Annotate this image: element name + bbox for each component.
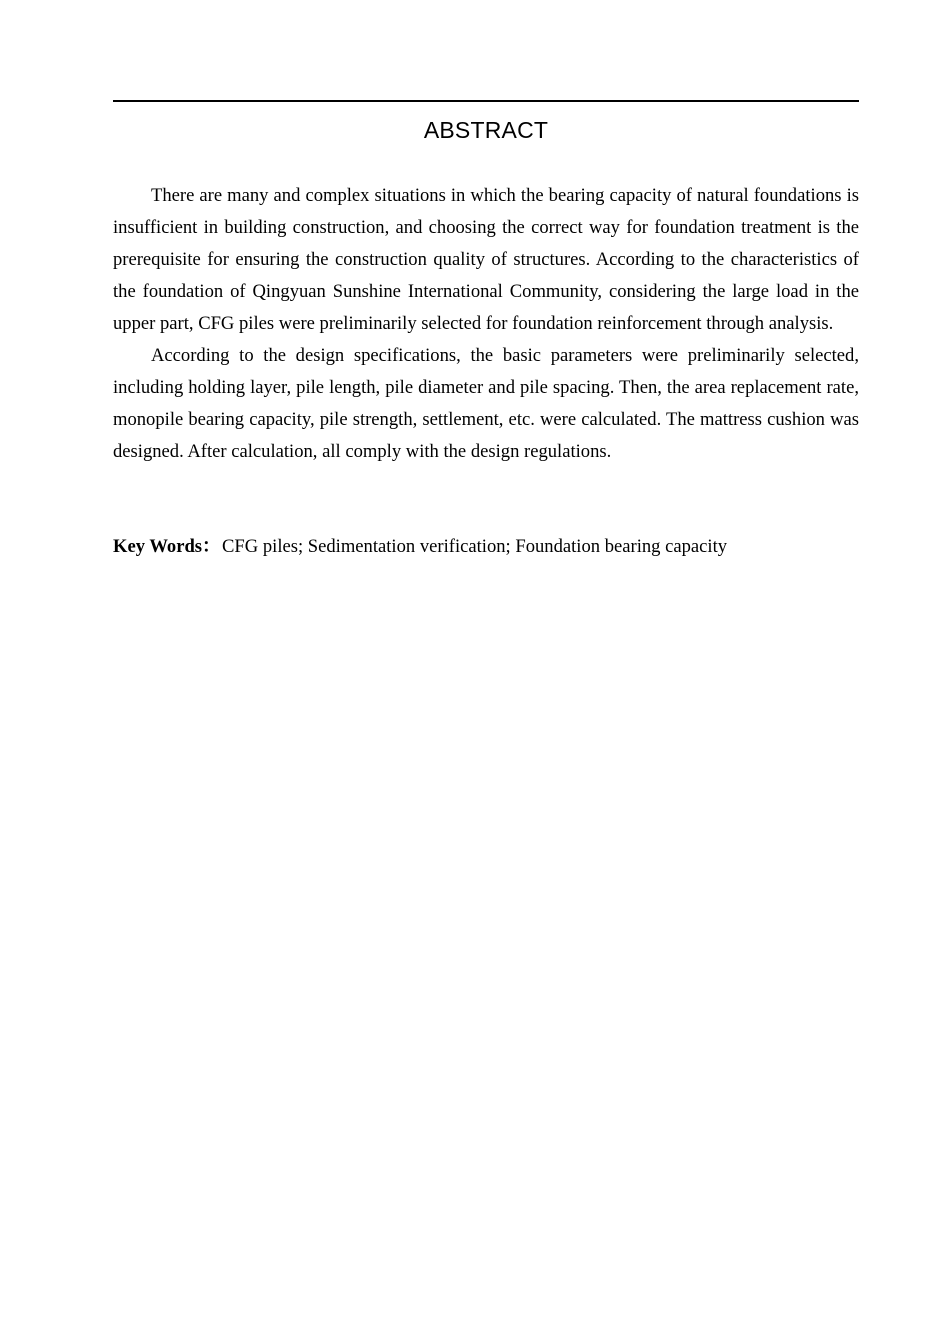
abstract-body [113,180,859,468]
abstract-paragraph-2: According to the design specifications, the basic parameters were preliminarily selected, including holding layer, pile length, pile diameter and pile spacing. Then, the area replacement rate, monopile bearing capacity, pile strength, settlement, etc. were calculated. The mattress cushion was designed. After calculation, all comply with the design regulations. [113,345,859,462]
abstract-title: ABSTRACT [423,117,549,143]
keywords-line [113,531,859,563]
keywords-separator: ： [202,536,221,557]
keywords-value: CFG piles; Sedimentation verification; Foundation bearing capacity [222,536,728,557]
abstract-paragraph-1: There are many and complex situations in which the bearing capacity of natural foundations is insufficient in building construction, and choosing the correct way for foundation treatment is the prerequisite for ensuring the construction quality of structures. According to the characteristics of the foundation of Qingyuan Sunshine International Community, considering the large load in the upper part, CFG piles were preliminarily selected for foundation reinforcement through analysis. [113,185,859,334]
header-rule [113,100,859,102]
keywords-label: Key Words [113,536,203,557]
